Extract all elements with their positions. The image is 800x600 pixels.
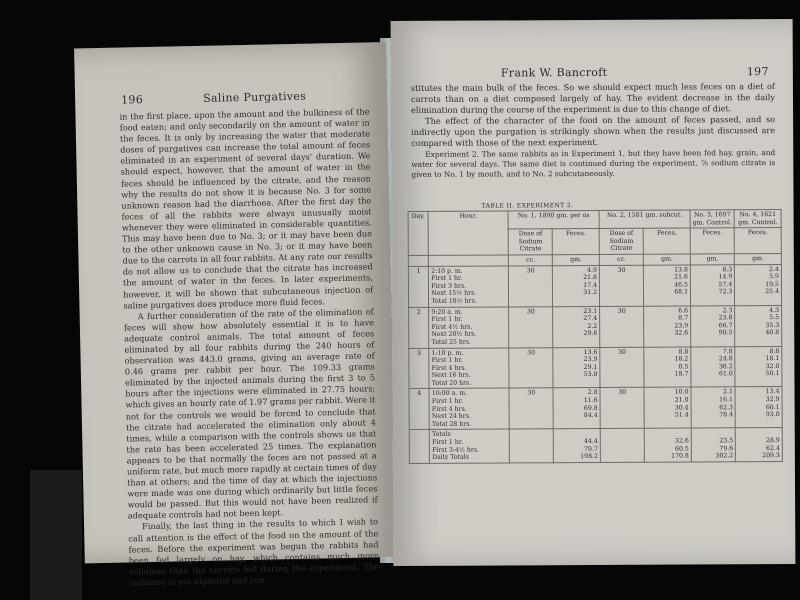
feces-cell: 4.9 21.8 17.4 31.2 (553, 265, 600, 306)
right-body-text (411, 81, 776, 179)
dose-cell: 30 (509, 347, 554, 388)
left-running-head: Saline Purgatives (203, 89, 307, 105)
feces-cell: 13.4 32.9 60.1 93.0 (735, 387, 782, 428)
day-cell: 2 (409, 307, 429, 348)
left-page-number: 196 (121, 93, 144, 107)
col-header-day: Day. (408, 211, 429, 255)
day-cell (409, 430, 429, 463)
right-paragraph-3: Experiment 2. The same rabbits as in Experiment 1, but they have been fed hay, grain, and water for several days. The same diet is continued during the experiment. ⅞ sodium citrate is given to No. 1 by mouth, and to No. 2 subcutaneously. (411, 147, 776, 179)
feces-cell: 10.0 21.0 30.4 51.4 (644, 387, 691, 428)
right-paragraph-2: The effect of the character of the food on the amount of feces passed, and so indirectly upon the purgation is strikingly shown when the results just discussed are compared with those of the next experiment. (411, 114, 776, 149)
col-header-dose-1: Dose of Sodium Citrate (508, 229, 552, 255)
dose-cell: 30 (508, 265, 553, 306)
dose-cell: 30 (600, 347, 645, 388)
feces-cell: 2.3 23.8 66.7 90.5 (691, 305, 736, 346)
feces-cell: 8.3 14.9 57.4 72.3 (690, 264, 735, 305)
dose-cell: 30 (600, 306, 645, 347)
day-cell: 3 (409, 348, 429, 389)
unit-cell: cc. (508, 255, 552, 266)
left-paragraph-3: Finally, the last thing in the results to which I wish to call attention is the effect of the food on the amount of the feces. Before the experiment was begun the rabbits had been fed largely on hay, which contains much more cellulose than the carrots fed during the experiment. The cellulose is not digested and con- (128, 516, 380, 588)
hour-cell: 2:10 p. m. First 1 hr. First 3 hrs. Next 15½ hrs. Total 18½ hrs. (429, 266, 509, 307)
table-row-day-2 (409, 305, 782, 348)
col-header-feces-4: Feces. (735, 228, 782, 254)
table-row-totals (409, 428, 782, 463)
feces-cell: 13.6 23.9 29.1 53.0 (553, 347, 600, 388)
table-row-day-1 (408, 264, 781, 307)
hour-cell: 10:00 a. m. First 1 hr. First 4 hrs. Next 24 hrs. Total 28 hrs. (429, 388, 509, 429)
feces-cell: 4.3 5.5 35.3 40.8 (735, 305, 782, 346)
left-paragraph-1: in the first place, upon the amount and the bulkiness of the food eaten; and only secondarily on the amount of water in the feces. It is only by increasing the water that moderate doses of purgatives can increase the total amount of feces eliminated in an experiment of several days' duration. We should expect, however, that the amount of water in the feces should be influenced by the citrate, and the reason why the results do not show it is because No. 3 for some unknown reason had the diarrhoea. After the first day the feces of all the rabbits were always unusually moist whenever they were eliminated in considerable quantities. This may have been due to No. 3; or it may have been due to the other unknown cause in No. 3; or it may have been due to the carrots in all four rabbits. At any rate our results do not allow us to conclude that the citrate has increased the amount of water in the feces. In later experiments, however, it will be shown that subcutaneous injection of saline purgatives does produce more fluid feces. (119, 106, 374, 311)
col-header-feces-3: Feces. (690, 228, 734, 254)
col-header-hour: Hour. (428, 211, 508, 255)
feces-cell: 2.8 11.6 69.8 84.4 (553, 388, 600, 429)
unit-cell: gm. (553, 254, 600, 265)
experiment-table (408, 209, 783, 464)
unit-cell: gm. (644, 254, 691, 265)
open-booklet (74, 20, 794, 588)
dose-cell: 30 (600, 388, 645, 429)
unit-cell: cc. (599, 254, 643, 265)
day-cell: 4 (409, 389, 429, 430)
group-header-rabbit-3: No. 3, 1697 gm. Control. (690, 210, 734, 228)
table-row-day-4 (409, 387, 782, 430)
unit-cell (429, 255, 509, 266)
table-row-day-3 (409, 346, 782, 389)
feces-cell: 13.8 21.6 46.5 68.1 (644, 265, 691, 306)
unit-cell: gm. (690, 254, 734, 265)
left-paragraph-2: A further consideration of the rate of the elimination of feces will show how absolutely essential it is to have adequate control animals. The total amount of feces eliminated by all four rabbits during the 240 hours of observation was 443.0 grams, giving an average rate of 0.46 grams per rabbit per hour. The 109.33 grams eliminated by the injected animals during the first 3 to 5 hours after the injections were eliminated in 27.75 hours; which gives an hourly rate of 1.97 grams per rabbit. Were it not for the controls we would be forced to conclude that the citrate had accelerated the elimination only about 4 times, while a comparison with the controls shows us that the rate has been accelerated 25 times. The explanation appears to be that normally the feces are not passed at a uniform rate, but much more rapidly at certain times of day than at others; and the time of day at which the injections were made was one during which ordinarily but little feces would be passed. But this would not have been realized if adequate controls had not been kept. (123, 306, 378, 521)
hour-cell: 9:20 a. m. First 1 hr. First 4½ hrs. Next 20½ hrs. Total 25 hrs. (429, 306, 509, 347)
totals-label-cell: Totals First 1 hr. First 3-4½ hrs. Daily Totals (429, 429, 509, 463)
dose-cell: 30 (599, 265, 644, 306)
feces-cell: 2.4 5.9 19.5 25.4 (735, 264, 782, 305)
left-page (74, 42, 397, 588)
feces-cell: 7.8 24.8 36.2 61.0 (691, 346, 736, 387)
right-page-number: 197 (746, 65, 769, 79)
col-header-feces-1: Feces. (553, 229, 600, 255)
col-header-feces-2: Feces. (644, 228, 691, 254)
right-page (391, 19, 796, 566)
feces-cell: 8.8 18.2 0.5 18.7 (644, 346, 691, 387)
feces-cell: 32.6 60.5 170.8 (645, 428, 692, 462)
table-caption: TABLE II. EXPERIMENT 2. (481, 202, 574, 210)
feces-cell: 2.1 16.1 62.3 78.4 (691, 387, 736, 428)
left-body-text (119, 106, 379, 588)
feces-cell: 6.6 8.7 23.9 32.6 (644, 306, 691, 347)
feces-cell: 28.9 62.4 209.3 (736, 428, 783, 462)
feces-cell: 23.1 27.4 2.2 29.6 (553, 306, 600, 347)
dose-cell: 30 (509, 388, 554, 429)
unit-cell: gm. (735, 253, 782, 264)
feces-cell: 23.5 79.6 302.2 (691, 428, 736, 462)
dose-cell: 30 (509, 306, 554, 347)
col-header-dose-2: Dose of Sodium Citrate (599, 228, 643, 254)
unit-cell (408, 255, 428, 266)
feces-cell: 8.8 18.1 32.0 50.1 (735, 346, 782, 387)
group-header-rabbit-4: No. 4, 1621 gm. Control. (734, 210, 781, 228)
dose-cell (600, 429, 645, 463)
feces-cell: 44.4 79.7 198.2 (554, 429, 601, 463)
dose-cell (509, 429, 554, 463)
day-cell: 1 (408, 266, 428, 307)
hour-cell: 1:10 p. m. First 1 hr. First 4 hrs. Next 16 hrs. Total 20 hrs. (429, 347, 509, 388)
right-running-head: Frank W. Bancroft (500, 65, 608, 80)
group-header-rabbit-1: No. 1, 1890 gm. per os (508, 210, 599, 229)
group-header-rabbit-2: No. 2, 1581 gm. subcut. (599, 210, 690, 229)
right-paragraph-1: stitutes the main bulk of the feces. So we should expect much less feces on a diet of carrots than on a diet composed largely of hay. The evident decrease in the daily elimination during the course of the experiment is due to this change of diet. (410, 81, 776, 116)
